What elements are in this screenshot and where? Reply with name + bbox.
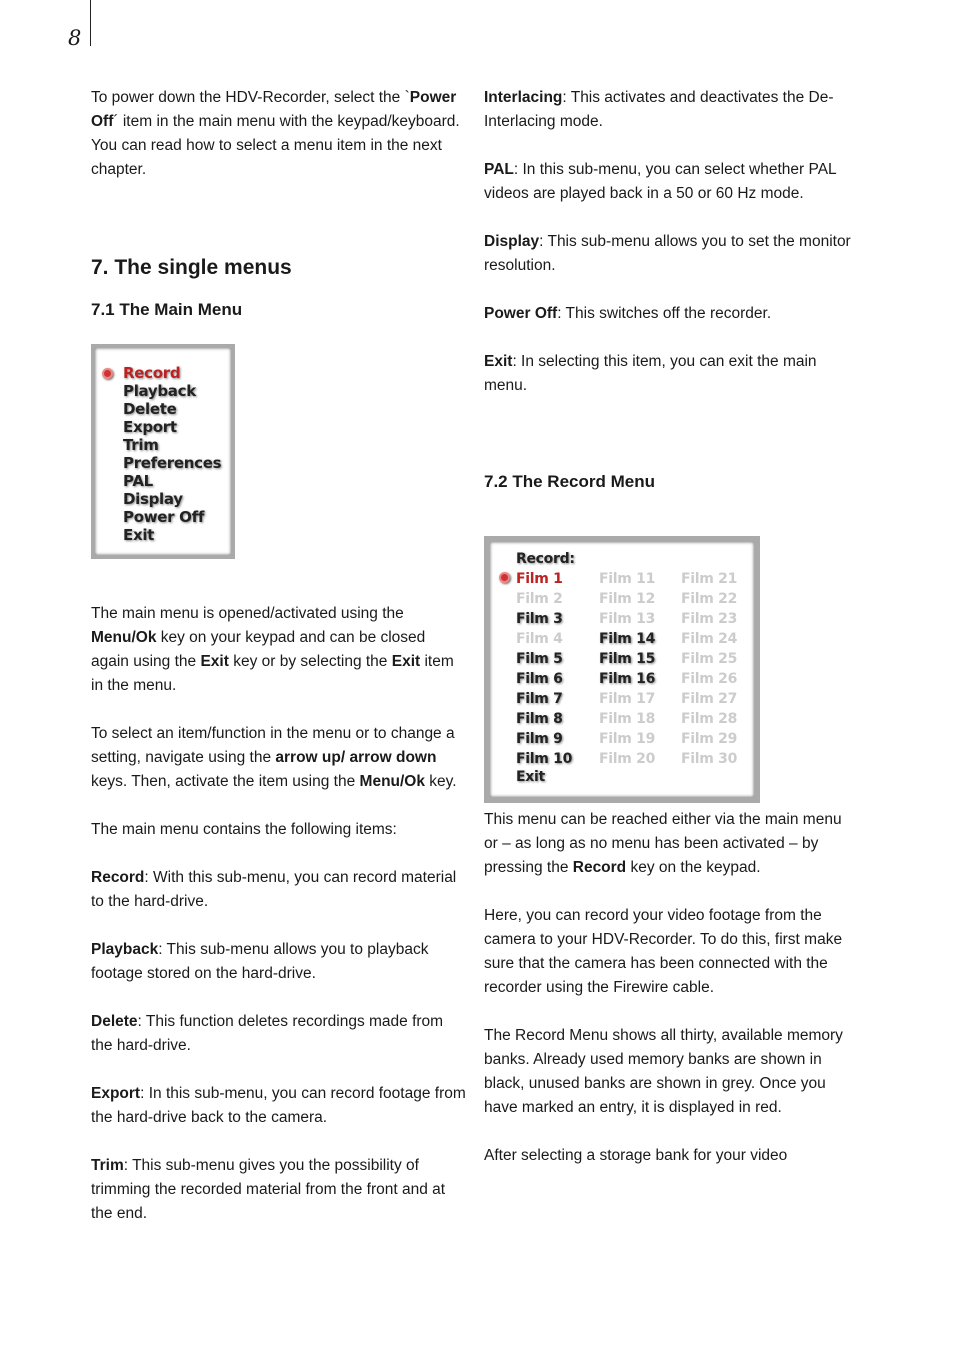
memory-bank-item: Film 16: [599, 671, 656, 687]
memory-bank-item: Film 5: [516, 651, 563, 667]
memory-bank-item: Film 7: [516, 691, 563, 707]
main-menu-item: Delete: [123, 400, 177, 418]
memory-bank-item: Film 3: [516, 611, 563, 627]
memory-bank-item: Film 21: [681, 571, 738, 587]
memory-bank-item: Film 17: [599, 691, 656, 707]
memory-bank-item: Film 27: [681, 691, 738, 707]
memory-bank-item: Film 1: [516, 571, 563, 587]
item-description: Interlacing: This activates and deactivates the De-Interlacing mode.: [484, 89, 834, 130]
memory-bank-item: Film 25: [681, 651, 738, 667]
subsection-heading-record-menu: 7.2 The Record Menu: [484, 472, 655, 491]
main-menu-item: Record: [123, 364, 181, 382]
record-menu-exit: Exit: [516, 769, 545, 785]
memory-bank-item: Film 8: [516, 711, 563, 727]
memory-bank-item: Film 12: [599, 591, 656, 607]
record-menu-title: Record:: [516, 551, 575, 567]
main-menu-item: Trim: [123, 436, 159, 454]
page-number: 8: [68, 26, 82, 50]
intro-paragraph: To power down the HDV-Recorder, select the `Power Off´ item in the main menu with the keypad/keyboard. You can read how to select a menu item in the next chapter.: [91, 89, 460, 178]
main-menu-panel: [95, 348, 231, 555]
section-heading: 7. The single menus: [91, 256, 292, 279]
main-menu-item: Playback: [123, 382, 196, 400]
memory-bank-item: Film 9: [516, 731, 563, 747]
item-description: Trim: This sub-menu gives you the possibility of trimming the recorded material from the front and at the end.: [91, 1157, 446, 1222]
item-description: Playback: This sub-menu allows you to playback footage stored on the hard-drive.: [91, 941, 429, 982]
memory-bank-item: Film 4: [516, 631, 563, 647]
main-menu-paragraph-2: To select an item/function in the menu or to change a setting, navigate using the arrow up/ arrow down keys. Then, activate the item using the Menu/Ok key.: [91, 725, 457, 790]
memory-bank-item: Film 30: [681, 751, 738, 767]
main-menu-item: Power Off: [123, 508, 205, 526]
main-menu-screenshot: [91, 344, 235, 559]
item-description: Power Off: This switches off the recorder.: [484, 305, 772, 322]
item-description: Record: With this sub-menu, you can record material to the hard-drive.: [91, 869, 457, 910]
record-menu-panel: [490, 542, 754, 797]
record-menu-paragraph-3: The Record Menu shows all thirty, available memory banks. Already used memory banks are shown in black, unused banks are shown in grey. Once you have marked an entry, it is displayed in red.: [484, 1027, 843, 1116]
memory-bank-item: Film 13: [599, 611, 656, 627]
subsection-heading-main-menu: 7.1 The Main Menu: [91, 300, 243, 319]
memory-bank-item: Film 23: [681, 611, 738, 627]
item-description: Display: This sub-menu allows you to set the monitor resolution.: [484, 233, 851, 274]
left-column: [91, 86, 466, 1226]
selection-bullet-icon: [102, 368, 113, 379]
main-menu-item: Export: [123, 418, 177, 436]
record-menu-paragraph-2: Here, you can record your video footage from the camera to your HDV-Recorder. To do this, first make sure that the camera has been connected with the recorder using the Firewire cable.: [484, 907, 843, 996]
record-menu-screenshot: [484, 536, 760, 803]
record-menu-paragraph-4: After selecting a storage bank for your video: [484, 1147, 788, 1164]
item-description: Exit: In selecting this item, you can exit the main menu.: [484, 353, 817, 394]
memory-bank-item: Film 15: [599, 651, 656, 667]
item-description: Export: In this sub-menu, you can record footage from the hard-drive back to the camera.: [91, 1085, 466, 1126]
selection-bullet-icon: [499, 572, 510, 583]
memory-bank-item: Film 24: [681, 631, 738, 647]
record-menu-paragraph-1: This menu can be reached either via the main menu or – as long as no menu has been activated – by pressing the Record key on the keypad.: [484, 811, 842, 876]
main-menu-item: Exit: [123, 526, 155, 544]
main-menu-paragraph-3: The main menu contains the following items:: [91, 821, 397, 838]
memory-bank-item: Film 26: [681, 671, 738, 687]
main-menu-item: Preferences: [123, 454, 222, 472]
item-description: PAL: In this sub-menu, you can select whether PAL videos are played back in a 50 or 60 Hz mode.: [484, 161, 837, 202]
memory-bank-item: Film 18: [599, 711, 656, 727]
memory-bank-item: Film 20: [599, 751, 656, 767]
main-menu-item: PAL: [123, 472, 153, 490]
memory-bank-item: Film 6: [516, 671, 563, 687]
item-description: Delete: This function deletes recordings made from the hard-drive.: [91, 1013, 444, 1054]
main-menu-paragraph-1: The main menu is opened/activated using the Menu/Ok key on your keypad and can be closed again using the Exit key or by selecting the Exit item in the menu.: [91, 605, 454, 694]
page-divider: [90, 0, 91, 46]
memory-bank-item: Film 19: [599, 731, 656, 747]
memory-bank-item: Film 11: [599, 571, 656, 587]
memory-bank-item: Film 29: [681, 731, 738, 747]
main-menu-item: Display: [123, 490, 183, 508]
memory-bank-item: Film 10: [516, 751, 573, 767]
memory-bank-item: Film 28: [681, 711, 738, 727]
memory-bank-item: Film 14: [599, 631, 656, 647]
memory-bank-item: Film 22: [681, 591, 738, 607]
memory-bank-item: Film 2: [516, 591, 563, 607]
